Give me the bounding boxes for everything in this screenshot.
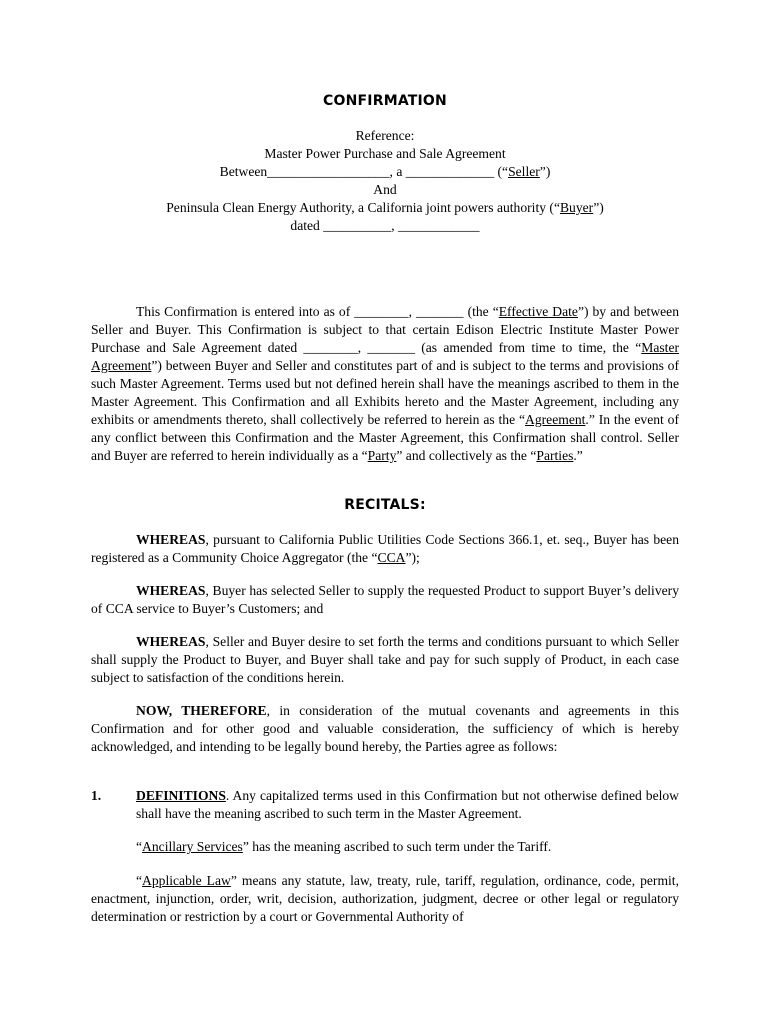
definitions-heading: DEFINITIONS [136,788,226,803]
whereas-paragraph-3: WHEREAS, Seller and Buyer desire to set forth the terms and conditions pursuant to which Seller shall supply the Product to Buyer, and Buyer shall take and pay for such supply of Product, in each case subject to satisfaction of the conditions herein. [91,634,679,685]
reference-buyer-line: Peninsula Clean Energy Authority, a California joint powers authority (“Buyer”) [166,200,604,215]
intro-paragraph: This Confirmation is entered into as of ________, _______ (the “Effective Date”) by and between Seller and Buyer. This Confirmation is subject to that certain Edison Electric Institute Master Power Purchase and Sale Agreement dated ________, _______ (as amended from time to time, the “Master Agreement”) between Buyer and Seller and constitutes part of and is subject to the terms and provisions of such Master Agreement. Terms used but not defined herein shall have the meanings ascribed to them in the Master Agreement. This Confirmation and all Exhibits hereto and the Master Agreement, including any exhibits or amendments thereto, shall collectively be referred to herein as the “Agreement.” In the event of any conflict between this Confirmation and the Master Agreement, this Confirmation shall control. Seller and Buyer are referred to herein individually as a “Party” and collectively as the “Parties.” [91,304,680,463]
recitals-heading: RECITALS: [344,497,426,513]
reference-label: Reference: [355,128,415,143]
ancillary-services-term: Ancillary Services [142,839,243,854]
whereas-paragraph-2: WHEREAS, Buyer has selected Seller to supply the requested Product to support Buyer’s delivery of CCA service to Buyer’s Customers; and [91,583,679,616]
now-therefore-paragraph: NOW, THEREFORE, in consideration of the mutual covenants and agreements in this Confirmation and for other good and valuable consideration, the sufficiency of which is hereby acknowledged, and intending to be legally bound hereby, the Parties agree as follows: [91,703,680,754]
cca-term: CCA [377,550,406,565]
parties-term: Parties [536,448,574,463]
document-title: CONFIRMATION [323,93,447,109]
party-term: Party [367,448,397,463]
reference-block [0,127,770,235]
reference-dated-line: dated __________, ____________ [290,218,480,233]
section-1-definitions: DEFINITIONS. Any capitalized terms used in this Confirmation but not otherwise defined below shall have the meaning ascribed to such term in the Master Agreement. [136,788,679,821]
definition-applicable-law: “Applicable Law” means any statute, law, treaty, rule, tariff, regulation, ordinance, code, permit, enactment, injunction, order, writ, decision, authorization, judgment, decree or other legal or regulatory determination or restriction by a court or Governmental Authority of [91,873,679,924]
applicable-law-term: Applicable Law [142,873,231,888]
reference-and-line: And [373,182,397,197]
section-1-number: 1. [91,788,102,803]
reference-between-line: Between__________________, a _____________ (“Seller”) [219,164,551,179]
seller-term: Seller [508,164,540,179]
effective-date-term: Effective Date [498,304,578,319]
buyer-term: Buyer [559,200,594,215]
reference-agreement-name: Master Power Purchase and Sale Agreement [264,146,506,161]
master-agreement-term: Master Agreement [91,340,679,373]
whereas-paragraph-1: WHEREAS, pursuant to California Public Utilities Code Sections 366.1, et. seq., Buyer has been registered as a Community Choice Aggregator (the “CCA”); [91,532,679,565]
agreement-term: Agreement [525,412,586,427]
definition-ancillary-services: “Ancillary Services” has the meaning ascribed to such term under the Tariff. [136,839,552,854]
